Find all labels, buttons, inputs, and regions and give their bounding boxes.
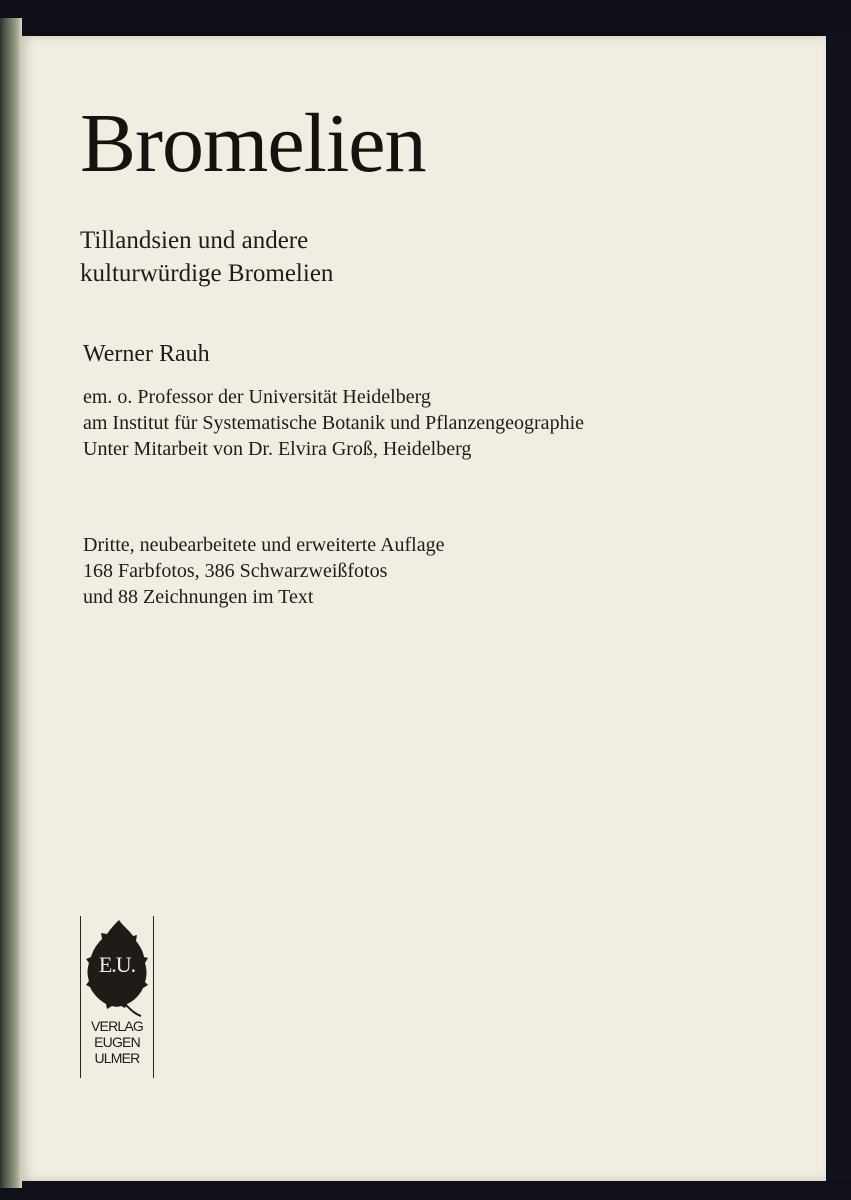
edition-line: 168 Farbfotos, 386 Schwarzweißfotos <box>83 560 388 582</box>
edition-info <box>83 532 445 610</box>
background-right <box>826 32 851 1200</box>
book-subtitle <box>80 224 333 290</box>
publisher-logo <box>80 916 154 1078</box>
publisher-name-line: VERLAG <box>91 1018 143 1034</box>
affiliation-line: Unter Mitarbeit von Dr. Elvira Groß, Heidelberg <box>83 438 472 460</box>
book-title: Bromelien <box>80 97 426 190</box>
subtitle-line: kulturwürdige Bromelien <box>80 260 334 287</box>
edition-line: und 88 Zeichnungen im Text <box>83 586 314 608</box>
author-name: Werner Rauh <box>83 341 210 367</box>
publisher-name <box>81 1018 153 1066</box>
background-bottom <box>0 1181 851 1200</box>
author-affiliation <box>83 384 584 462</box>
logo-initials: E.U. <box>98 952 136 977</box>
publisher-name-line: EUGEN <box>94 1034 140 1050</box>
edition-line: Dritte, neubearbeitete und erweiterte Auflage <box>83 534 445 556</box>
publisher-name-line: ULMER <box>94 1050 140 1066</box>
book-spine <box>0 18 22 1188</box>
background-top <box>0 0 851 32</box>
subtitle-line: Tillandsien und andere <box>80 227 309 254</box>
affiliation-line: am Institut für Systematische Botanik und Pflanzengeographie <box>83 412 584 434</box>
affiliation-line: em. o. Professor der Universität Heidelberg <box>83 386 431 408</box>
